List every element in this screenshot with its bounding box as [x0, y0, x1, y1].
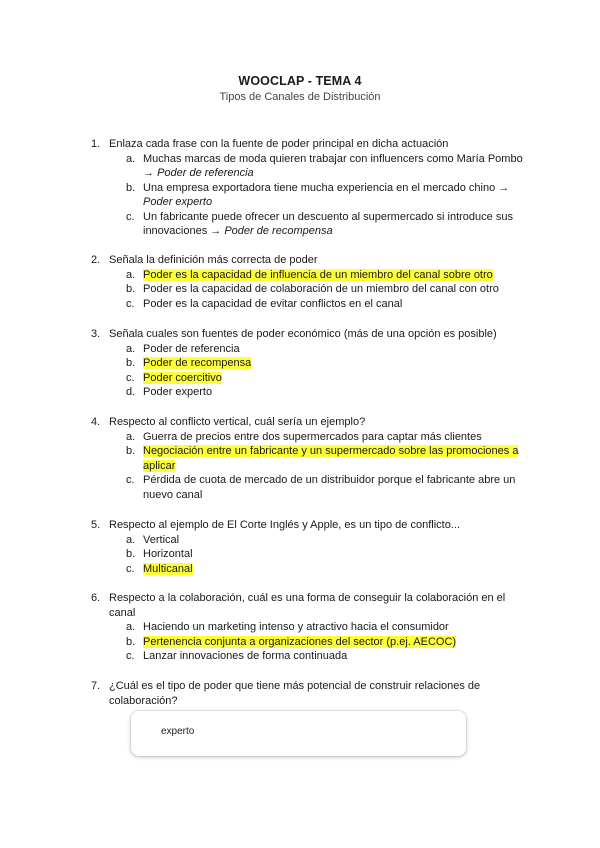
option-text: Guerra de precios entre dos supermercados para captar más clientes — [143, 430, 482, 443]
option-text: Poder experto — [143, 386, 213, 398]
option-answer: Poder de recompensa — [224, 225, 333, 237]
option-answer: Poder experto — [143, 196, 213, 208]
question-number: 1. — [91, 138, 101, 150]
question-4 — [91, 415, 531, 502]
option-text-highlighted: Poder coercitivo — [143, 371, 222, 384]
option-letter: c. — [126, 474, 135, 486]
option-d — [91, 385, 531, 400]
option-text: Lanzar innovaciones de forma continuada — [143, 650, 348, 662]
question-number: 4. — [91, 416, 101, 428]
question-6 — [91, 591, 531, 664]
arrow: → — [495, 181, 510, 194]
option-letter: b. — [126, 635, 136, 648]
arrow: → — [143, 167, 158, 179]
option-letter: a. — [126, 342, 136, 355]
question-number: 7. — [91, 680, 101, 692]
question-5 — [91, 518, 531, 576]
question-number: 6. — [91, 592, 101, 604]
option-letter: a. — [126, 430, 136, 443]
option-b — [91, 635, 531, 650]
option-letter: c. — [126, 562, 135, 575]
option-a — [91, 430, 531, 445]
option-text: Pérdida de cuota de mercado de un distribuidor porque el fabricante abre un nuevo canal — [143, 474, 516, 501]
question-text: Respecto al ejemplo de El Corte Inglés y Apple, es un tipo de conflicto... — [109, 519, 460, 531]
question-text: Enlaza cada frase con la fuente de poder principal en dicha actuación — [109, 138, 449, 150]
option-text: Horizontal — [143, 548, 193, 560]
question-1 — [91, 137, 531, 239]
option-a — [91, 152, 531, 181]
question-number: 2. — [91, 254, 101, 266]
option-letter: c. — [126, 210, 135, 223]
option-b — [91, 282, 531, 297]
option-b — [91, 547, 531, 562]
question-3 — [91, 327, 531, 400]
option-text: Una empresa exportadora tiene mucha experiencia en el mercado chino — [143, 181, 496, 194]
option-text: Haciendo un marketing intenso y atractivo hacia el consumidor — [143, 621, 449, 633]
option-letter: b. — [126, 445, 136, 457]
option-b — [91, 356, 531, 371]
option-text: Muchas marcas de moda quieren trabajar con influencers como María Pombo — [143, 152, 523, 165]
option-letter: a. — [126, 621, 136, 633]
option-answer: Poder de referencia — [157, 167, 254, 179]
answer-text: experto — [161, 726, 195, 737]
option-text: Poder es la capacidad de colaboración de un miembro del canal con otro — [143, 283, 499, 295]
option-text-highlighted: Multicanal — [143, 562, 193, 575]
option-text: Vertical — [143, 533, 180, 546]
option-letter: c. — [126, 650, 135, 662]
option-c — [91, 371, 531, 386]
option-letter: b. — [126, 357, 136, 369]
arrow: → — [207, 225, 225, 237]
question-text: Respecto al conflicto vertical, cuál sería un ejemplo? — [109, 416, 366, 428]
option-letter: a. — [126, 268, 136, 281]
option-c — [91, 473, 531, 502]
option-letter: b. — [126, 548, 136, 560]
option-text-highlighted: Negociación entre un fabricante y un supermercado sobre las promociones a aplicar — [143, 445, 519, 472]
option-c — [91, 562, 531, 577]
question-7 — [91, 679, 531, 708]
option-a — [91, 268, 531, 283]
option-text: Poder es la capacidad de evitar conflictos en el canal — [143, 297, 403, 310]
option-letter: a. — [126, 152, 136, 165]
option-c — [91, 297, 531, 312]
option-text-highlighted: Poder es la capacidad de influencia de un miembro del canal sobre otro — [143, 268, 493, 281]
question-number: 5. — [91, 519, 101, 531]
document-subtitle: Tipos de Canales de Distribución — [219, 91, 381, 103]
document-title: WOOCLAP - TEMA 4 — [238, 74, 362, 88]
question-text: Señala la definición más correcta de poder — [109, 254, 318, 266]
option-text-highlighted: Pertenencia conjunta a organizaciones del sector (p.ej. AECOC) — [143, 635, 457, 648]
option-c — [91, 210, 531, 239]
option-letter: c. — [126, 371, 135, 384]
option-a — [91, 342, 531, 357]
question-number: 3. — [91, 328, 101, 340]
option-letter: b. — [126, 283, 136, 295]
option-letter: a. — [126, 533, 136, 546]
option-b — [91, 444, 531, 473]
option-letter: b. — [126, 181, 136, 194]
question-2 — [91, 253, 531, 311]
question-text: Respecto a la colaboración, cuál es una forma de conseguir la colaboración en el canal — [109, 592, 506, 619]
option-text: Poder de referencia — [143, 342, 240, 355]
option-a — [91, 533, 531, 548]
option-letter: d. — [126, 386, 136, 398]
answer-box — [131, 711, 466, 756]
option-a — [91, 620, 531, 635]
option-text-highlighted: Poder de recompensa — [143, 357, 252, 369]
option-text: Un fabricante puede ofrecer un descuento al supermercado si introduce sus innovaciones — [143, 210, 513, 237]
question-text: ¿Cuál es el tipo de poder que tiene más potencial de construir relaciones de colaboración? — [109, 680, 481, 707]
option-c — [91, 649, 531, 664]
question-text: Señala cuales son fuentes de poder económico (más de una opción es posible) — [109, 328, 497, 340]
option-b — [91, 181, 531, 210]
option-letter: c. — [126, 297, 135, 310]
